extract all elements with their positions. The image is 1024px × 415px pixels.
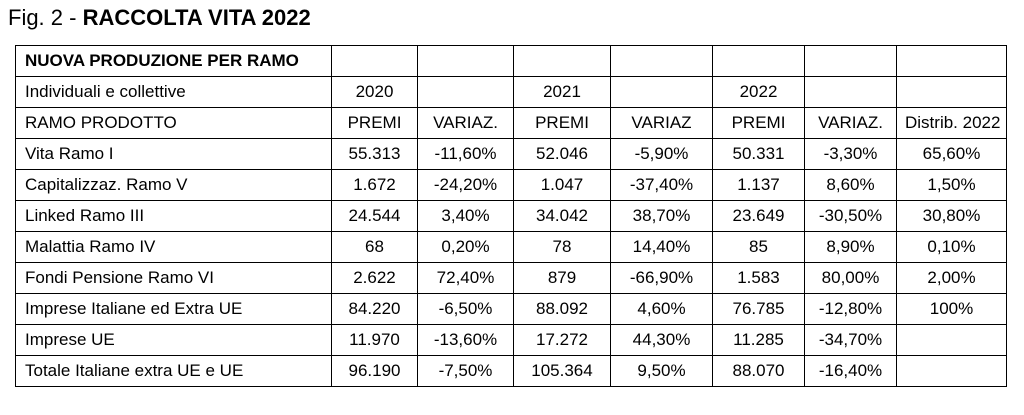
cell-premi-2020: 96.190: [332, 356, 418, 387]
header-cell-variaz-2021: [611, 77, 713, 108]
header-cell-variaz-2021: VARIAZ: [611, 108, 713, 139]
header-row: [16, 46, 1007, 77]
cell-variaz-2022: 8,90%: [805, 232, 897, 263]
cell-variaz-2021: -5,90%: [611, 139, 713, 170]
cell-premi-2022: 23.649: [713, 201, 805, 232]
cell-variaz-2022: -3,30%: [805, 139, 897, 170]
header-row: [16, 77, 1007, 108]
cell-ramo: Fondi Pensione Ramo VI: [16, 263, 332, 294]
cell-ramo: Imprese Italiane ed Extra UE: [16, 294, 332, 325]
cell-premi-2021: 879: [514, 263, 611, 294]
cell-ramo: Malattia Ramo IV: [16, 232, 332, 263]
cell-variaz-2020: -13,60%: [418, 325, 514, 356]
header-cell-premi-2021: 2021: [514, 77, 611, 108]
table-row: [16, 170, 1007, 201]
cell-premi-2022: 88.070: [713, 356, 805, 387]
cell-variaz-2021: 38,70%: [611, 201, 713, 232]
table-row: [16, 325, 1007, 356]
table-row: [16, 201, 1007, 232]
cell-premi-2021: 34.042: [514, 201, 611, 232]
cell-ramo: Capitalizzaz. Ramo V: [16, 170, 332, 201]
header-cell-variaz-2020: [418, 77, 514, 108]
header-cell-variaz-2022: [805, 77, 897, 108]
figure-title: [8, 4, 311, 32]
cell-variaz-2021: 4,60%: [611, 294, 713, 325]
cell-variaz-2022: -16,40%: [805, 356, 897, 387]
figure-heading: RACCOLTA VITA 2022: [82, 5, 311, 30]
cell-distrib-2022: 100%: [897, 294, 1007, 325]
cell-variaz-2022: -30,50%: [805, 201, 897, 232]
cell-premi-2021: 105.364: [514, 356, 611, 387]
header-cell-variaz-2022: [805, 46, 897, 77]
header-cell-premi-2020: [332, 46, 418, 77]
table-row: [16, 294, 1007, 325]
cell-premi-2020: 11.970: [332, 325, 418, 356]
cell-ramo: Vita Ramo I: [16, 139, 332, 170]
cell-variaz-2020: -7,50%: [418, 356, 514, 387]
cell-premi-2020: 2.622: [332, 263, 418, 294]
cell-ramo: Totale Italiane extra UE e UE: [16, 356, 332, 387]
header-cell-distrib-2022: [897, 77, 1007, 108]
cell-premi-2020: 24.544: [332, 201, 418, 232]
cell-distrib-2022: 2,00%: [897, 263, 1007, 294]
cell-distrib-2022: 65,60%: [897, 139, 1007, 170]
table-row: [16, 356, 1007, 387]
header-cell-ramo: NUOVA PRODUZIONE PER RAMO: [16, 46, 332, 77]
cell-premi-2021: 17.272: [514, 325, 611, 356]
cell-variaz-2020: -24,20%: [418, 170, 514, 201]
header-cell-variaz-2020: [418, 46, 514, 77]
table-row: [16, 263, 1007, 294]
cell-variaz-2021: -66,90%: [611, 263, 713, 294]
cell-variaz-2022: 80,00%: [805, 263, 897, 294]
cell-ramo: Linked Ramo III: [16, 201, 332, 232]
cell-variaz-2021: 44,30%: [611, 325, 713, 356]
header-cell-distrib-2022: Distrib. 2022: [897, 108, 1007, 139]
cell-premi-2021: 78: [514, 232, 611, 263]
header-cell-distrib-2022: [897, 46, 1007, 77]
header-cell-premi-2021: PREMI: [514, 108, 611, 139]
header-cell-premi-2022: [713, 46, 805, 77]
cell-variaz-2020: 0,20%: [418, 232, 514, 263]
cell-variaz-2021: 9,50%: [611, 356, 713, 387]
cell-variaz-2020: 72,40%: [418, 263, 514, 294]
cell-premi-2020: 55.313: [332, 139, 418, 170]
cell-distrib-2022: [897, 356, 1007, 387]
header-cell-premi-2021: [514, 46, 611, 77]
cell-distrib-2022: 0,10%: [897, 232, 1007, 263]
cell-distrib-2022: [897, 325, 1007, 356]
cell-premi-2021: 88.092: [514, 294, 611, 325]
table-row: [16, 139, 1007, 170]
cell-premi-2022: 85: [713, 232, 805, 263]
header-cell-premi-2022: PREMI: [713, 108, 805, 139]
cell-variaz-2020: 3,40%: [418, 201, 514, 232]
cell-variaz-2021: -37,40%: [611, 170, 713, 201]
cell-premi-2020: 84.220: [332, 294, 418, 325]
cell-premi-2022: 50.331: [713, 139, 805, 170]
figure-number: Fig. 2 -: [8, 5, 83, 30]
cell-premi-2021: 1.047: [514, 170, 611, 201]
cell-distrib-2022: 1,50%: [897, 170, 1007, 201]
cell-premi-2022: 76.785: [713, 294, 805, 325]
header-cell-premi-2022: 2022: [713, 77, 805, 108]
cell-variaz-2022: 8,60%: [805, 170, 897, 201]
cell-variaz-2020: -11,60%: [418, 139, 514, 170]
table-row: [16, 232, 1007, 263]
header-cell-ramo: RAMO PRODOTTO: [16, 108, 332, 139]
header-cell-variaz-2020: VARIAZ.: [418, 108, 514, 139]
cell-premi-2021: 52.046: [514, 139, 611, 170]
cell-distrib-2022: 30,80%: [897, 201, 1007, 232]
cell-variaz-2020: -6,50%: [418, 294, 514, 325]
header-row: [16, 108, 1007, 139]
header-cell-premi-2020: 2020: [332, 77, 418, 108]
cell-premi-2022: 1.583: [713, 263, 805, 294]
cell-ramo: Imprese UE: [16, 325, 332, 356]
header-cell-variaz-2021: [611, 46, 713, 77]
cell-premi-2022: 1.137: [713, 170, 805, 201]
header-cell-variaz-2022: VARIAZ.: [805, 108, 897, 139]
cell-variaz-2022: -12,80%: [805, 294, 897, 325]
cell-premi-2022: 11.285: [713, 325, 805, 356]
cell-variaz-2021: 14,40%: [611, 232, 713, 263]
header-cell-ramo: Individuali e collettive: [16, 77, 332, 108]
cell-variaz-2022: -34,70%: [805, 325, 897, 356]
cell-premi-2020: 68: [332, 232, 418, 263]
cell-premi-2020: 1.672: [332, 170, 418, 201]
header-cell-premi-2020: PREMI: [332, 108, 418, 139]
table-body: [16, 46, 1007, 387]
production-table: [15, 45, 1007, 387]
